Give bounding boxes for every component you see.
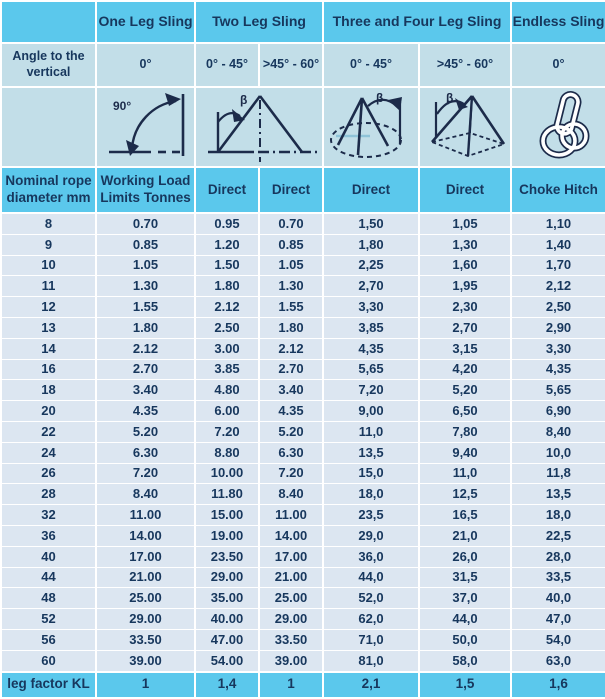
angle-row-label: Angle to the vertical <box>1 43 96 87</box>
table-row <box>1 255 605 276</box>
two-leg-45-60-cell: 6.30 <box>259 442 323 463</box>
two-leg-0-45-cell: 2.12 <box>195 297 259 318</box>
table-row <box>1 338 605 359</box>
two-leg-0-45-cell: 2.50 <box>195 317 259 338</box>
three-four-0-45-cell: 3,30 <box>323 297 419 318</box>
endless-sling-diagram <box>511 87 605 167</box>
angle-one-leg: 0° <box>96 43 195 87</box>
colhead-choke-hitch: Choke Hitch <box>511 167 605 213</box>
wll-one-leg-cell: 0.70 <box>96 213 195 234</box>
rope-diameter-cell: 20 <box>1 401 96 422</box>
table-row <box>1 463 605 484</box>
two-leg-45-60-cell: 8.40 <box>259 484 323 505</box>
rope-diameter-cell: 13 <box>1 317 96 338</box>
angle-two-leg-0-45: 0° - 45° <box>195 43 259 87</box>
angle-endless: 0° <box>511 43 605 87</box>
three-four-0-45-cell: 29,0 <box>323 525 419 546</box>
three-four-0-45-cell: 44,0 <box>323 567 419 588</box>
leg-factor-label: leg factor KL <box>1 672 96 698</box>
three-four-0-45-cell: 3,85 <box>323 317 419 338</box>
svg-text:β: β <box>446 91 454 105</box>
choke-hitch-cell: 1,10 <box>511 213 605 234</box>
wll-one-leg-cell: 7.20 <box>96 463 195 484</box>
angle-three-four-0-45: 0° - 45° <box>323 43 419 87</box>
three-four-45-60-cell: 11,0 <box>419 463 511 484</box>
two-leg-45-60-cell: 1.80 <box>259 317 323 338</box>
two-leg-0-45-cell: 15.00 <box>195 505 259 526</box>
three-four-0-45-cell: 2,70 <box>323 276 419 297</box>
rope-diameter-cell: 44 <box>1 567 96 588</box>
wll-one-leg-cell: 5.20 <box>96 421 195 442</box>
endless-rope-loop-icon <box>512 88 605 166</box>
three-four-45-60-cell: 26,0 <box>419 546 511 567</box>
two-leg-0-45-cell: 6.00 <box>195 401 259 422</box>
table-row <box>1 609 605 630</box>
three-four-0-45-cell: 9,00 <box>323 401 419 422</box>
table-row <box>1 650 605 671</box>
svg-text:90°: 90° <box>113 99 132 113</box>
colhead-direct-3: Direct <box>323 167 419 213</box>
leg-factor-three-four-45-60: 1,5 <box>419 672 511 698</box>
rope-diameter-cell: 10 <box>1 255 96 276</box>
three-four-45-60-cell: 1,95 <box>419 276 511 297</box>
two-leg-0-45-cell: 8.80 <box>195 442 259 463</box>
header-one-leg-sling: One Leg Sling <box>96 1 195 43</box>
choke-hitch-cell: 6,90 <box>511 401 605 422</box>
wll-one-leg-cell: 29.00 <box>96 609 195 630</box>
rope-diameter-cell: 56 <box>1 629 96 650</box>
two-leg-45-60-cell: 21.00 <box>259 567 323 588</box>
three-four-0-45-cell: 81,0 <box>323 650 419 671</box>
two-leg-45-60-cell: 11.00 <box>259 505 323 526</box>
three-leg-cone-icon <box>324 88 419 166</box>
two-leg-0-45-cell: 23.50 <box>195 546 259 567</box>
wll-one-leg-cell: 2.12 <box>96 338 195 359</box>
three-four-0-45-cell: 18,0 <box>323 484 419 505</box>
table-row <box>1 234 605 255</box>
rope-diameter-cell: 36 <box>1 525 96 546</box>
four-leg-sling-diagram <box>419 87 511 167</box>
table-row <box>1 421 605 442</box>
choke-hitch-cell: 54,0 <box>511 629 605 650</box>
table-row <box>1 567 605 588</box>
three-four-0-45-cell: 4,35 <box>323 338 419 359</box>
table-row <box>1 317 605 338</box>
two-leg-0-45-cell: 54.00 <box>195 650 259 671</box>
two-leg-45-60-cell: 7.20 <box>259 463 323 484</box>
rope-diameter-cell: 22 <box>1 421 96 442</box>
three-four-0-45-cell: 1,80 <box>323 234 419 255</box>
two-leg-45-60-cell: 4.35 <box>259 401 323 422</box>
three-four-45-60-cell: 31,5 <box>419 567 511 588</box>
three-four-45-60-cell: 21,0 <box>419 525 511 546</box>
angle-two-leg-45-60: >45° - 60° <box>259 43 323 87</box>
three-four-45-60-cell: 50,0 <box>419 629 511 650</box>
three-four-45-60-cell: 4,20 <box>419 359 511 380</box>
choke-hitch-cell: 13,5 <box>511 484 605 505</box>
wll-one-leg-cell: 6.30 <box>96 442 195 463</box>
wll-one-leg-cell: 14.00 <box>96 525 195 546</box>
header-three-four-leg-sling: Three and Four Leg Sling <box>323 1 511 43</box>
rope-diameter-cell: 11 <box>1 276 96 297</box>
wll-one-leg-cell: 8.40 <box>96 484 195 505</box>
leg-factor-one-leg: 1 <box>96 672 195 698</box>
table-row <box>1 484 605 505</box>
two-leg-0-45-cell: 3.00 <box>195 338 259 359</box>
two-leg-0-45-cell: 7.20 <box>195 421 259 442</box>
choke-hitch-cell: 1,70 <box>511 255 605 276</box>
three-four-45-60-cell: 16,5 <box>419 505 511 526</box>
three-four-0-45-cell: 36,0 <box>323 546 419 567</box>
choke-hitch-cell: 1,40 <box>511 234 605 255</box>
table-row <box>1 380 605 401</box>
two-leg-45-60-cell: 3.40 <box>259 380 323 401</box>
table-row <box>1 359 605 380</box>
colhead-direct-4: Direct <box>419 167 511 213</box>
table-row <box>1 525 605 546</box>
three-four-45-60-cell: 1,60 <box>419 255 511 276</box>
choke-hitch-cell: 47,0 <box>511 609 605 630</box>
table-row <box>1 629 605 650</box>
column-header-row <box>1 167 605 213</box>
two-leg-0-45-cell: 11.80 <box>195 484 259 505</box>
three-four-0-45-cell: 2,25 <box>323 255 419 276</box>
three-four-45-60-cell: 58,0 <box>419 650 511 671</box>
two-leg-45-60-cell: 1.30 <box>259 276 323 297</box>
two-leg-0-45-cell: 3.85 <box>195 359 259 380</box>
two-leg-45-60-cell: 5.20 <box>259 421 323 442</box>
two-leg-0-45-cell: 1.20 <box>195 234 259 255</box>
two-leg-45-60-cell: 14.00 <box>259 525 323 546</box>
wll-one-leg-cell: 4.35 <box>96 401 195 422</box>
wll-one-leg-cell: 33.50 <box>96 629 195 650</box>
rope-diameter-cell: 16 <box>1 359 96 380</box>
choke-hitch-cell: 63,0 <box>511 650 605 671</box>
three-four-0-45-cell: 71,0 <box>323 629 419 650</box>
two-leg-sling-diagram <box>195 87 323 167</box>
header-endless-sling: Endless Sling <box>511 1 605 43</box>
rope-diameter-cell: 18 <box>1 380 96 401</box>
wll-one-leg-cell: 17.00 <box>96 546 195 567</box>
three-four-45-60-cell: 2,70 <box>419 317 511 338</box>
wll-one-leg-cell: 39.00 <box>96 650 195 671</box>
four-leg-pyramid-icon <box>420 88 511 166</box>
wll-one-leg-cell: 2.70 <box>96 359 195 380</box>
three-four-45-60-cell: 9,40 <box>419 442 511 463</box>
two-leg-45-60-cell: 17.00 <box>259 546 323 567</box>
two-leg-45-60-cell: 1.05 <box>259 255 323 276</box>
wll-one-leg-cell: 3.40 <box>96 380 195 401</box>
three-four-45-60-cell: 1,05 <box>419 213 511 234</box>
two-leg-45-60-cell: 2.12 <box>259 338 323 359</box>
two-leg-45-60-cell: 0.85 <box>259 234 323 255</box>
colhead-working-load-limits: Working Load Limits Tonnes <box>96 167 195 213</box>
three-four-0-45-cell: 62,0 <box>323 609 419 630</box>
three-four-45-60-cell: 1,30 <box>419 234 511 255</box>
leg-factor-two-leg-45-60: 1 <box>259 672 323 698</box>
data-rows <box>1 213 605 672</box>
three-leg-sling-diagram <box>323 87 419 167</box>
three-four-0-45-cell: 5,65 <box>323 359 419 380</box>
choke-hitch-cell: 2,90 <box>511 317 605 338</box>
rope-diameter-cell: 32 <box>1 505 96 526</box>
wll-one-leg-cell: 1.30 <box>96 276 195 297</box>
rope-diameter-cell: 48 <box>1 588 96 609</box>
choke-hitch-cell: 18,0 <box>511 505 605 526</box>
rope-diameter-cell: 52 <box>1 609 96 630</box>
table-row <box>1 505 605 526</box>
two-leg-0-45-cell: 0.95 <box>195 213 259 234</box>
leg-factor-row <box>1 672 605 698</box>
two-leg-45-60-cell: 0.70 <box>259 213 323 234</box>
two-leg-0-45-cell: 40.00 <box>195 609 259 630</box>
choke-hitch-cell: 2,50 <box>511 297 605 318</box>
two-leg-0-45-cell: 4.80 <box>195 380 259 401</box>
wll-one-leg-cell: 1.55 <box>96 297 195 318</box>
colhead-direct-1: Direct <box>195 167 259 213</box>
table-row <box>1 213 605 234</box>
two-leg-0-45-cell: 35.00 <box>195 588 259 609</box>
svg-text:β: β <box>240 93 248 107</box>
three-four-0-45-cell: 52,0 <box>323 588 419 609</box>
colhead-nominal-rope-diameter: Nominal rope diameter mm <box>1 167 96 213</box>
two-leg-0-45-cell: 47.00 <box>195 629 259 650</box>
diagram-empty-cell <box>1 87 96 167</box>
angle-three-four-45-60: >45° - 60° <box>419 43 511 87</box>
two-leg-45-60-cell: 33.50 <box>259 629 323 650</box>
svg-text:β: β <box>376 91 384 105</box>
choke-hitch-cell: 3,30 <box>511 338 605 359</box>
three-four-45-60-cell: 2,30 <box>419 297 511 318</box>
rope-diameter-cell: 14 <box>1 338 96 359</box>
two-leg-0-45-cell: 10.00 <box>195 463 259 484</box>
rope-diameter-cell: 12 <box>1 297 96 318</box>
rope-diameter-cell: 26 <box>1 463 96 484</box>
two-leg-45-60-cell: 1.55 <box>259 297 323 318</box>
two-leg-45-60-cell: 39.00 <box>259 650 323 671</box>
leg-factor-three-four-0-45: 2,1 <box>323 672 419 698</box>
table-row <box>1 442 605 463</box>
rope-diameter-cell: 8 <box>1 213 96 234</box>
wll-one-leg-cell: 0.85 <box>96 234 195 255</box>
three-four-45-60-cell: 37,0 <box>419 588 511 609</box>
three-four-0-45-cell: 15,0 <box>323 463 419 484</box>
choke-hitch-cell: 10,0 <box>511 442 605 463</box>
leg-factor-two-leg-0-45: 1,4 <box>195 672 259 698</box>
choke-hitch-cell: 11,8 <box>511 463 605 484</box>
one-leg-sling-diagram <box>96 87 195 167</box>
rope-diameter-cell: 28 <box>1 484 96 505</box>
wll-one-leg-cell: 25.00 <box>96 588 195 609</box>
choke-hitch-cell: 40,0 <box>511 588 605 609</box>
three-four-0-45-cell: 7,20 <box>323 380 419 401</box>
rope-diameter-cell: 24 <box>1 442 96 463</box>
choke-hitch-cell: 33,5 <box>511 567 605 588</box>
choke-hitch-cell: 22,5 <box>511 525 605 546</box>
choke-hitch-cell: 8,40 <box>511 421 605 442</box>
header-two-leg-sling: Two Leg Sling <box>195 1 323 43</box>
two-leg-45-60-cell: 2.70 <box>259 359 323 380</box>
three-four-0-45-cell: 1,50 <box>323 213 419 234</box>
three-four-45-60-cell: 12,5 <box>419 484 511 505</box>
table-row <box>1 276 605 297</box>
wll-one-leg-cell: 11.00 <box>96 505 195 526</box>
choke-hitch-cell: 5,65 <box>511 380 605 401</box>
two-leg-0-45-cell: 1.80 <box>195 276 259 297</box>
table-row <box>1 546 605 567</box>
choke-hitch-cell: 28,0 <box>511 546 605 567</box>
table-row <box>1 297 605 318</box>
three-four-45-60-cell: 44,0 <box>419 609 511 630</box>
three-four-45-60-cell: 7,80 <box>419 421 511 442</box>
choke-hitch-cell: 2,12 <box>511 276 605 297</box>
sling-type-header-row <box>1 1 605 43</box>
two-leg-0-45-cell: 29.00 <box>195 567 259 588</box>
corner-cell <box>1 1 96 43</box>
wll-one-leg-cell: 21.00 <box>96 567 195 588</box>
vertical-90-degree-icon <box>97 88 195 166</box>
two-leg-0-45-cell: 19.00 <box>195 525 259 546</box>
three-four-45-60-cell: 5,20 <box>419 380 511 401</box>
colhead-direct-2: Direct <box>259 167 323 213</box>
three-four-45-60-cell: 3,15 <box>419 338 511 359</box>
two-leg-0-45-cell: 1.50 <box>195 255 259 276</box>
rope-diameter-cell: 40 <box>1 546 96 567</box>
choke-hitch-cell: 4,35 <box>511 359 605 380</box>
three-four-0-45-cell: 11,0 <box>323 421 419 442</box>
three-four-45-60-cell: 6,50 <box>419 401 511 422</box>
rope-diameter-cell: 60 <box>1 650 96 671</box>
diagram-row <box>1 87 605 167</box>
table-row <box>1 588 605 609</box>
three-four-0-45-cell: 13,5 <box>323 442 419 463</box>
wll-one-leg-cell: 1.05 <box>96 255 195 276</box>
rope-diameter-cell: 9 <box>1 234 96 255</box>
three-four-0-45-cell: 23,5 <box>323 505 419 526</box>
two-leg-45-60-cell: 25.00 <box>259 588 323 609</box>
wll-one-leg-cell: 1.80 <box>96 317 195 338</box>
angle-row <box>1 43 605 87</box>
table-row <box>1 401 605 422</box>
two-leg-45-60-cell: 29.00 <box>259 609 323 630</box>
two-leg-triangle-icon <box>196 88 323 166</box>
leg-factor-endless: 1,6 <box>511 672 605 698</box>
